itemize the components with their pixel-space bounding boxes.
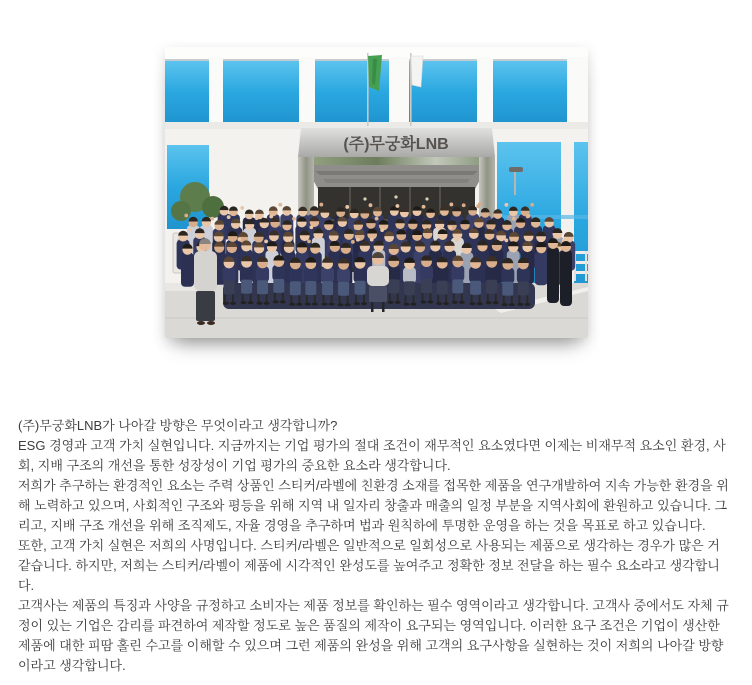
camera-pole	[514, 171, 516, 195]
security-camera-icon	[509, 167, 523, 172]
company-group-photo	[165, 47, 588, 338]
building-sign-text: (주)무궁화LNB	[342, 136, 449, 153]
interview-answer-paragraph: 고객사는 제품의 특징과 사양을 규정하고 소비자는 제품 정보를 확인하는 필수 영역이라고 생각합니다. 고객사 중에서도 자체 규정이 있는 기업은 감리를 파견하여 제작할 정도로 높은 품질의 제작이 요구되는 영역입니다. 이러한 요구 조건은 기업이 생산한 제품에 대한 피땀 홀린 수고를 이해할 수 있으며 그런 제품의 완성을 위해 고객의 요구사항을 실현하는 것이 저희의 나아갈 방향이라고 생각합니다.	[18, 598, 729, 673]
chrome-strip	[298, 157, 495, 165]
interview-article	[18, 416, 734, 676]
photo-illustration	[165, 47, 588, 338]
interview-question: (주)무궁화LNB가 나아갈 방향은 무엇이라고 생각합니까?	[18, 418, 338, 433]
interview-answer-paragraph: ESG 경영과 고객 가치 실현입니다. 지금까지는 기업 평가의 절대 조건이 재무적인 요소였다면 이제는 비재무적 요소인 환경, 사회, 지배 구조의 개선을 통한 성장성이 기업 평가의 중요한 요소라 생각합니다.	[18, 438, 726, 473]
interview-answer-paragraph: 또한, 고객 가치 실현은 저희의 사명입니다. 스티커/라벨은 일반적으로 일회성으로 사용되는 제품으로 생각하는 경우가 많은 거 같습니다. 하지만, 저희는 스티커/라벨이 제품에 시각적인 완성도를 높여주고 정확한 정보 전달을 하는 필수 요소라고 생각합니다.	[18, 538, 720, 593]
white-flag	[411, 56, 423, 87]
interview-answer-paragraph: 저희가 추구하는 환경적인 요소는 주력 상품인 스티커/라벨에 친환경 소재를 접목한 제품을 연구개발하여 지속 가능한 환경을 위해 노력하고 있으며, 사회적인 구조와 평등을 위해 지역 내 일자리 창출과 매출의 일정 부분을 지역사회에 환원하고 있습니다. 그리고, 지배 구조 개선을 위해 조직제도, 자율 경영을 추구하며 법과 원칙하에 투명한 운영을 하는 것을 목표로 하고 있습니다.	[18, 478, 729, 533]
employee-crowd	[176, 202, 575, 325]
